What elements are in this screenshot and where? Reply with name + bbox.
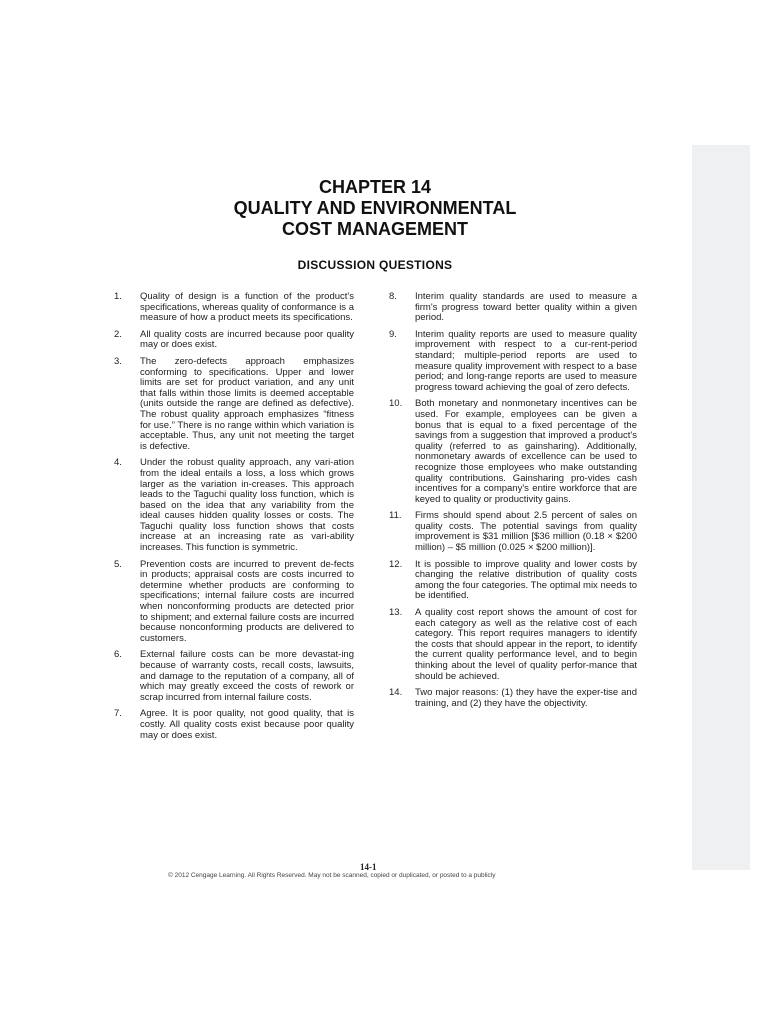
question-text: Two major reasons: (1) they have the exper-tise and training, and (2) they have the objectivity. xyxy=(415,687,637,709)
question-text: Agree. It is poor quality, not good quality, that is costly. All quality costs exist because poor quality may or does exist. xyxy=(140,708,354,741)
question-text: It is possible to improve quality and lower costs by changing the relative distribution of quality costs among the four categories. The optimal mix needs to be identified. xyxy=(415,558,637,602)
question-item xyxy=(389,688,637,709)
left-column xyxy=(114,292,354,741)
question-item xyxy=(389,292,637,324)
question-item xyxy=(389,511,637,553)
question-text: Interim quality standards are used to measure a firm's progress toward better quality within a given period. xyxy=(415,291,637,324)
question-text: The zero-defects approach emphasizes conforming to specifications. Upper and lower limits are set for product variation, and any unit that falls within those limits is deemed acceptable (units outside the range are defined as defective). The robust quality approach emphasizes “fitness for use.” There is no range within which variation is acceptable. Thus, any unit not meeting the target is defective. xyxy=(140,355,354,452)
question-number: 1. xyxy=(114,291,122,302)
question-number: 14. xyxy=(389,687,403,699)
question-number: 3. xyxy=(114,355,122,367)
question-number: 13. xyxy=(389,607,403,619)
question-text: Interim quality reports are used to measure quality improvement with respect to a cur-rent-period standard; multiple-period reports are used to measure quality improvement with respect to a base period; and long-range reports are used to measure progress toward achieving the goal of zero defects. xyxy=(415,328,637,393)
question-text: Both monetary and nonmonetary incentives can be used. For example, employees can be given a bonus that is equal to a fixed percentage of the savings from a suggestion that improved a product's quality (referred to as gainsharing). Additionally, nonmonetary awards of excellence can be used to recognize those employees who make outstanding quality contributions. Gainsharing pro-vides cash incentives for a company's entire workforce that are keyed to quality or productivity gains. xyxy=(415,398,637,505)
question-text: A quality cost report shows the amount of cost for each category as well as the relative cost of each category. This report requires managers to identify the costs that should appear in the report, to identify the current quality performance level, and to begin thinking about the level of quality perfor-mance that should be achieved. xyxy=(415,607,637,682)
question-number: 8. xyxy=(389,291,397,302)
question-item xyxy=(114,709,354,741)
question-number: 12. xyxy=(389,558,403,570)
question-text: External failure costs can be more devastat-ing because of warranty costs, recall costs, lawsuits, and damage to the reputation of a company, all of which may greatly exceed the costs of rework or scrap incurred from internal failure costs. xyxy=(140,649,354,703)
question-number: 11. xyxy=(389,510,402,522)
question-item xyxy=(114,650,354,703)
question-item xyxy=(114,292,354,324)
question-item xyxy=(389,560,637,602)
chapter-title-line-1: QUALITY AND ENVIRONMENTAL xyxy=(233,198,517,218)
chapter-title-line-2: COST MANAGEMENT xyxy=(282,219,468,239)
question-text: Under the robust quality approach, any vari-ation from the ideal entails a loss, a loss which grows larger as the variation in-creases. This approach leads to the Taguchi quality loss function, which is based on the idea that any variability from the ideal causes hidden quality losses or costs. The Taguchi quality loss function shows that costs increase at an increasing rate as vari-ability increases. This function is symmetric. xyxy=(140,457,354,554)
question-text: Prevention costs are incurred to prevent de-fects in products; appraisal costs are costs incurred to determine whether products are conforming to specifications; internal failure costs are incurred when nonconforming products are detected prior to shipment; and external failure costs are incurred because nonconforming products are delivered to customers. xyxy=(140,558,354,644)
chapter-number: CHAPTER 14 xyxy=(318,177,432,197)
question-number: 4. xyxy=(114,457,122,469)
question-number: 7. xyxy=(114,708,122,720)
question-number: 10. xyxy=(389,398,403,410)
question-number: 6. xyxy=(114,649,122,661)
copyright-notice: © 2012 Cengage Learning. All Rights Reserved. May not be scanned, copied or duplicated, or posted to a publicly xyxy=(168,872,496,879)
right-column xyxy=(389,292,637,709)
question-item xyxy=(114,330,354,351)
question-number: 9. xyxy=(389,328,397,340)
question-item xyxy=(389,608,637,682)
question-item xyxy=(389,399,637,505)
question-text: All quality costs are incurred because poor quality may or does exist. xyxy=(140,328,354,351)
question-number: 5. xyxy=(114,558,122,570)
question-number: 2. xyxy=(114,328,122,340)
question-text: Firms should spend about 2.5 percent of sales on quality costs. The potential savings from quality improvement is $31 million [$36 million (0.18 × $200 million) – $5 million (0.025 × $200 million)]. xyxy=(415,510,637,554)
question-item xyxy=(114,357,354,452)
question-item xyxy=(389,330,637,394)
question-text: Quality of design is a function of the product's specifications, whereas quality of conformance is a measure of how a product meets its specifications. xyxy=(140,291,354,324)
page-number: 14-1 xyxy=(360,862,377,872)
section-heading: DISCUSSION QUESTIONS xyxy=(297,258,453,272)
question-item xyxy=(114,458,354,553)
question-item xyxy=(114,560,354,645)
